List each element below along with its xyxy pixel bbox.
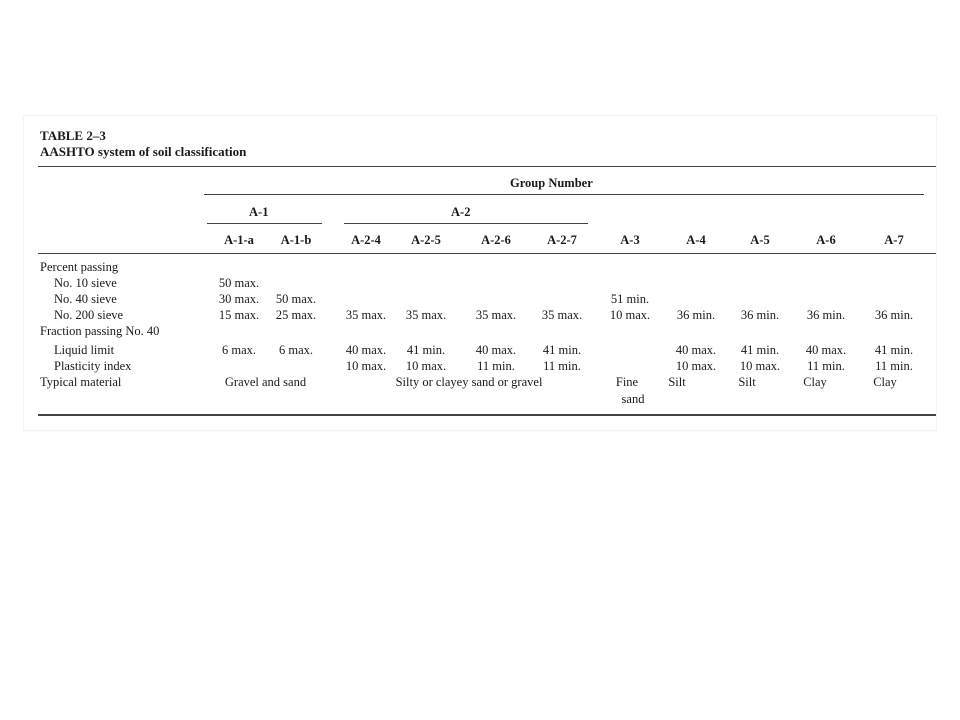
cell-no200: 35 max.	[475, 308, 517, 322]
cell-no40: 30 max.	[218, 292, 260, 306]
group-header-rule	[204, 194, 924, 195]
row-label-typical-material: Typical material	[40, 375, 122, 389]
cell-no200: 36 min.	[806, 308, 846, 322]
header-bottom-rule	[38, 253, 936, 254]
cell-no200: 35 max.	[405, 308, 447, 322]
top-rule	[38, 166, 936, 167]
column-header: A-3	[620, 233, 640, 247]
typical-a2: Silty or clayey sand or gravel	[395, 375, 543, 389]
cell-no200: 10 max.	[609, 308, 651, 322]
column-header: A-2-6	[481, 233, 511, 247]
group-a2: A-2	[451, 205, 471, 219]
table-caption: AASHTO system of soil classification	[40, 144, 247, 159]
typical-a5: Silt	[738, 375, 756, 389]
cell-plasticity-index: 11 min.	[543, 359, 581, 373]
cell-plasticity-index: 11 min.	[477, 359, 515, 373]
a1-rule	[207, 223, 322, 224]
cell-plasticity-index: 11 min.	[875, 359, 913, 373]
row-label-plasticity-index: Plasticity index	[54, 359, 132, 373]
column-header: A-6	[816, 233, 836, 247]
cell-liquid-limit: 6 max.	[221, 343, 257, 357]
row-label-no10: No. 10 sieve	[54, 276, 117, 290]
row-label-fraction: Fraction passing No. 40	[40, 324, 160, 338]
cell-liquid-limit: 41 min.	[406, 343, 446, 357]
cell-no200: 36 min.	[740, 308, 780, 322]
group-number-header: Group Number	[510, 176, 593, 190]
cell-plasticity-index: 11 min.	[807, 359, 845, 373]
column-header: A-2-4	[351, 233, 381, 247]
column-header: A-7	[884, 233, 904, 247]
row-label-liquid-limit: Liquid limit	[54, 343, 115, 357]
cell-liquid-limit: 41 min.	[874, 343, 914, 357]
typical-a3-line2: sand	[621, 392, 645, 406]
cell-no40: 51 min.	[610, 292, 650, 306]
column-header: A-2-7	[547, 233, 577, 247]
table-number: TABLE 2–3	[40, 128, 106, 143]
cell-liquid-limit: 40 max.	[675, 343, 717, 357]
table-scan	[24, 116, 936, 430]
cell-plasticity-index: 10 max.	[345, 359, 387, 373]
cell-no200: 36 min.	[676, 308, 716, 322]
cell-liquid-limit: 41 min.	[740, 343, 780, 357]
cell-liquid-limit: 41 min.	[542, 343, 582, 357]
cell-no200: 25 max.	[275, 308, 317, 322]
typical-a1: Gravel and sand	[224, 375, 307, 389]
group-a1: A-1	[249, 205, 269, 219]
typical-a4: Silt	[668, 375, 686, 389]
column-header: A-2-5	[411, 233, 441, 247]
typical-a3-line1: Fine	[615, 375, 639, 389]
cell-liquid-limit: 40 max.	[805, 343, 847, 357]
row-label-percent-passing: Percent passing	[40, 260, 119, 274]
cell-liquid-limit: 6 max.	[278, 343, 314, 357]
column-header: A-1-b	[280, 233, 312, 247]
bottom-rule	[38, 414, 936, 416]
cell-no40: 50 max.	[275, 292, 317, 306]
cell-liquid-limit: 40 max.	[345, 343, 387, 357]
cell-no10: 50 max.	[218, 276, 260, 290]
cell-no200: 36 min.	[874, 308, 914, 322]
cell-no200: 35 max.	[541, 308, 583, 322]
row-label-no200: No. 200 sieve	[54, 308, 124, 322]
cell-liquid-limit: 40 max.	[475, 343, 517, 357]
column-header: A-5	[750, 233, 770, 247]
cell-no200: 35 max.	[345, 308, 387, 322]
column-header: A-4	[686, 233, 706, 247]
cell-plasticity-index: 10 max.	[405, 359, 447, 373]
typical-a7: Clay	[873, 375, 897, 389]
column-header: A-1-a	[224, 233, 254, 247]
cell-plasticity-index: 10 max.	[739, 359, 781, 373]
cell-plasticity-index: 10 max.	[675, 359, 717, 373]
row-label-no40: No. 40 sieve	[54, 292, 117, 306]
a2-rule	[344, 223, 588, 224]
cell-no200: 15 max.	[218, 308, 260, 322]
typical-a6: Clay	[803, 375, 827, 389]
